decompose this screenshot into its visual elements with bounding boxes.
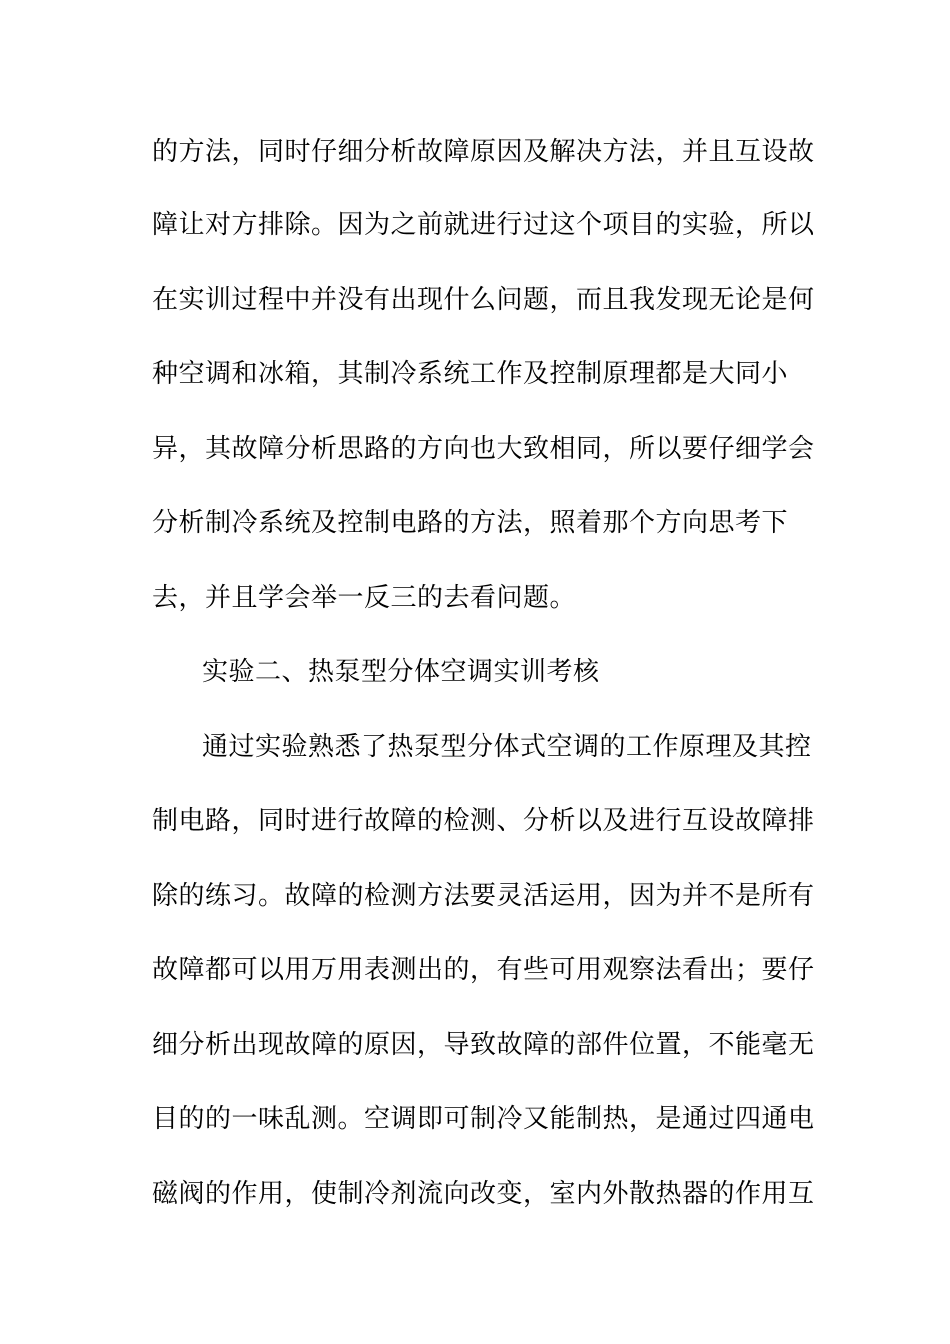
text-line: 去，并且学会举一反三的去看问题。 [152, 583, 577, 613]
text-line: 障让对方排除。因为之前就进行过这个项目的实验，所以 [152, 210, 815, 240]
text-line: 目的的一味乱测。空调即可制冷又能制热，是通过四通电 [152, 1104, 815, 1134]
text-line: 故障都可以用万用表测出的，有些可用观察法看出；要仔 [152, 955, 815, 985]
text-line: 细分析出现故障的原因，导致故障的部件位置，不能毫无 [152, 1030, 815, 1060]
text-line: 磁阀的作用，使制冷剂流向改变，室内外散热器的作用互 [152, 1179, 815, 1209]
text-line: 异，其故障分析思路的方向也大致相同，所以要仔细学会 [152, 434, 815, 464]
text-line: 通过实验熟悉了热泵型分体式空调的工作原理及其控 [202, 732, 812, 762]
text-line: 分析制冷系统及控制电路的方法，照着那个方向思考下 [152, 508, 789, 538]
text-line: 在实训过程中并没有出现什么问题，而且我发现无论是何 [152, 285, 815, 315]
text-line: 的方法，同时仔细分析故障原因及解决方法，并且互设故 [152, 137, 815, 167]
section-heading: 实验二、热泵型分体空调实训考核 [202, 657, 600, 687]
text-line: 制电路，同时进行故障的检测、分析以及进行互设故障排 [152, 806, 815, 836]
text-line: 除的练习。故障的检测方法要灵活运用，因为并不是所有 [152, 881, 815, 911]
text-line: 种空调和冰箱，其制冷系统工作及控制原理都是大同小 [152, 359, 789, 389]
